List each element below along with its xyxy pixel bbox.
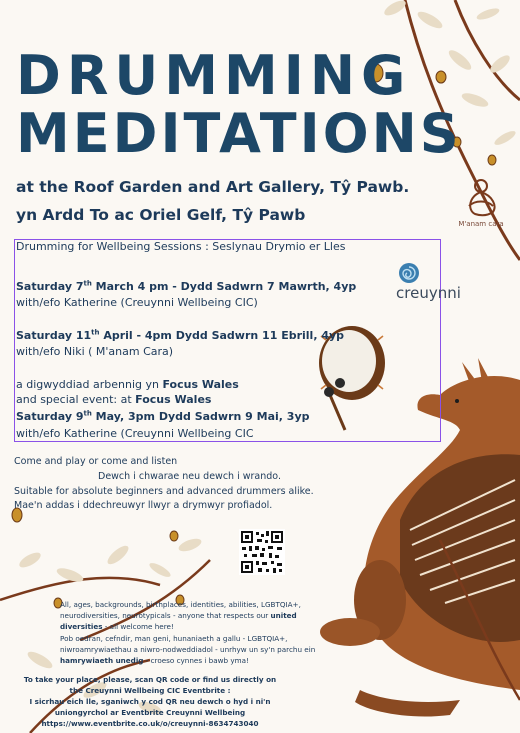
session-2-host: with/efo Niki ( M'anam Cara)	[16, 345, 174, 358]
inclusion-line-4: Pob oedran, cefndir, man geni, hunaniaeth a gallu - LGBTQIA+,	[60, 634, 288, 643]
session-1-host: with/efo Katherine (Creuynni Wellbeing CIC)	[16, 296, 258, 309]
title-line-1: DRUMMING	[16, 44, 412, 107]
qr-code[interactable]	[239, 529, 285, 575]
booking-line-3: I sicrhau eich lle, sganiwch y cod QR neu dewch o hyd i ni'n	[29, 697, 271, 706]
invite-line-2: Dewch i chwarae neu dewch i wrando.	[98, 471, 281, 482]
session-3-date: Saturday 9th May, 3pm Dydd Sadwrn 9 Mai, 3yp	[16, 409, 310, 423]
invite-line-4: Mae'n addas i ddechreuwyr llwyr a drymwyr profiadol.	[14, 500, 273, 511]
manam-cara-logo	[453, 176, 509, 228]
creuynni-logo-text: creuynni	[396, 284, 461, 302]
session-3-event-english: and special event: at Focus Wales	[16, 393, 212, 406]
venue-welsh: yn Ardd To ac Oriel Gelf, Tŷ Pawb	[16, 206, 306, 224]
inclusion-line-6: hamrywiaeth unedig - croeso cynnes i bawb yma!	[60, 656, 249, 665]
booking-line-1: To take your place, please, scan QR code or find us directly on	[23, 675, 277, 684]
eventbrite-link[interactable]: https://www.eventbrite.co.uk/o/creuynni-8634743040	[41, 719, 259, 728]
booking-line-4: uniongyrchol ar Eventbrite Creuynni Wellbeing	[54, 708, 246, 717]
session-2-date: Saturday 11th April - 4pm Dydd Sadwrn 11 Ebrill, 4yp	[16, 328, 345, 342]
invite-line-1: Come and play or come and listen	[14, 456, 178, 467]
inclusion-line-3: diversities - all welcome here!	[60, 622, 174, 631]
session-3-host: with/efo Katherine (Creuynni Wellbeing CIC	[16, 427, 254, 440]
session-1-date: Saturday 7th March 4 pm - Dydd Sadwrn 7 Mawrth, 4yp	[16, 279, 357, 293]
manam-cara-caption: M'anam cara	[458, 220, 504, 228]
booking-line-2: the Creuynni Wellbeing CIC Eventbrite :	[69, 686, 231, 695]
title-line-2: MEDITATIONS	[16, 102, 462, 165]
sessions-heading: Drumming for Wellbeing Sessions : Seslynau Drymio er Lles	[16, 240, 346, 253]
inclusion-line-1: All, ages, backgrounds, birthplaces, identities, abilities, LGBTQIA+,	[60, 600, 301, 609]
venue-english: at the Roof Garden and Art Gallery, Tŷ Pawb.	[16, 178, 410, 196]
inclusion-line-5: niwroamrywiaethau a niwro-nodweddiadol - unrhyw un sy'n parchu ein	[60, 645, 316, 654]
creuynni-spiral-icon	[398, 262, 420, 284]
celtic-knot-icon	[461, 176, 501, 218]
session-3-event-welsh: a digwyddiad arbennig yn Focus Wales	[16, 378, 239, 391]
inclusion-line-2: neurodiversities, neurotypicals - anyone that respects our united	[60, 611, 297, 620]
invite-line-3: Suitable for absolute beginners and advanced drummers alike.	[14, 486, 314, 497]
